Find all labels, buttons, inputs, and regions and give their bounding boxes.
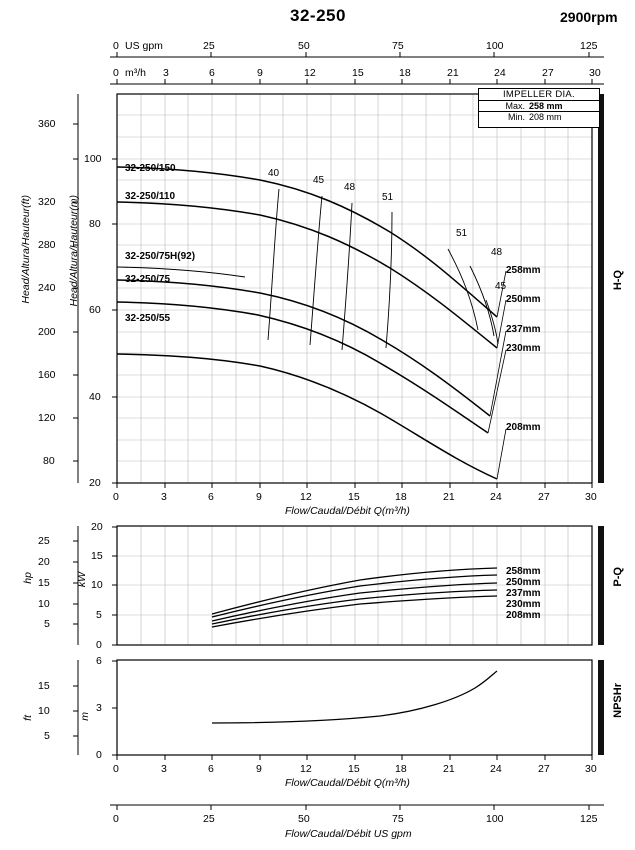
- kw-tick: 5: [96, 609, 102, 621]
- impeller-min-label: Min.: [507, 112, 525, 122]
- head-m-tick: 20: [89, 477, 101, 489]
- head-m-axis-label: Head/Altura/Hauteur(m): [68, 195, 80, 307]
- hq-x-tick: 15: [348, 491, 360, 503]
- model-label: 32-250/150: [125, 163, 176, 174]
- diameter-label-pq: 258mm: [506, 566, 541, 577]
- rpm-label: 2900rpm: [560, 9, 618, 25]
- top-usgpm-tick: 50: [298, 40, 310, 52]
- head-ft-tick: 320: [38, 196, 56, 208]
- model-label: 32-250/75H(92): [125, 251, 196, 262]
- diameter-label-pq: 250mm: [506, 577, 541, 588]
- npsh-x-axis-label: Flow/Caudal/Débit Q(m³/h): [285, 777, 410, 789]
- bottom-usgpm-tick: 100: [486, 813, 504, 825]
- panel-label-hq: H-Q: [612, 270, 624, 291]
- model-label: 32-250/55: [125, 313, 171, 324]
- hq-x-tick: 9: [256, 491, 262, 503]
- hp-tick: 25: [38, 535, 50, 547]
- head-ft-tick: 280: [38, 239, 56, 251]
- hq-x-axis-label: Flow/Caudal/Débit Q(m³/h): [285, 505, 410, 517]
- top-axis-unit-m3h: m³/h: [125, 67, 146, 79]
- head-ft-tick: 160: [38, 369, 56, 381]
- kw-tick: 20: [91, 521, 103, 533]
- npsh-m-tick: 6: [96, 655, 102, 667]
- top-m3h-tick: 6: [209, 67, 215, 79]
- head-m-tick: 80: [89, 218, 101, 230]
- top-usgpm-tick: 100: [486, 40, 504, 52]
- npsh-ft-tick: 10: [38, 705, 50, 717]
- efficiency-label: 45: [313, 175, 325, 186]
- impeller-max-value: 258 mm: [529, 101, 563, 111]
- head-m-tick: 60: [89, 304, 101, 316]
- diameter-label-pq: 237mm: [506, 588, 541, 599]
- head-ft-axis-label: Head/Altura/Hauteur(ft): [20, 195, 32, 304]
- npsh-m-tick: 0: [96, 749, 102, 761]
- diameter-label-pq: 230mm: [506, 599, 541, 610]
- kw-tick: 10: [91, 579, 103, 591]
- npsh-x-tick: 24: [490, 763, 502, 775]
- kw-tick: 0: [96, 639, 102, 651]
- bottom-usgpm-tick: 25: [203, 813, 215, 825]
- head-ft-tick: 360: [38, 118, 56, 130]
- diameter-label: 230mm: [506, 343, 541, 354]
- bottom-usgpm-tick: 0: [113, 813, 119, 825]
- efficiency-label: 51: [456, 228, 468, 239]
- head-ft-tick: 120: [38, 412, 56, 424]
- hq-x-tick: 24: [490, 491, 502, 503]
- top-m3h-tick: 30: [589, 67, 601, 79]
- bottom-usgpm-axis-label: Flow/Caudal/Débit US gpm: [285, 828, 412, 840]
- top-m3h-tick: 18: [399, 67, 411, 79]
- npsh-x-tick: 21: [443, 763, 455, 775]
- npsh-ft-tick: 5: [44, 730, 50, 742]
- npsh-x-tick: 15: [348, 763, 360, 775]
- diameter-label: 208mm: [506, 422, 541, 433]
- head-ft-tick: 200: [38, 326, 56, 338]
- hp-axis-label: hp: [22, 572, 34, 584]
- npsh-x-tick: 30: [585, 763, 597, 775]
- npsh-m-axis-label: m: [79, 712, 91, 721]
- npsh-ft-tick: 15: [38, 680, 50, 692]
- hq-x-tick: 6: [208, 491, 214, 503]
- kw-tick: 15: [91, 550, 103, 562]
- diameter-label-pq: 208mm: [506, 610, 541, 621]
- npsh-x-tick: 18: [395, 763, 407, 775]
- hq-x-tick: 30: [585, 491, 597, 503]
- npsh-x-tick: 27: [538, 763, 550, 775]
- top-usgpm-tick: 75: [392, 40, 404, 52]
- hq-x-tick: 12: [300, 491, 312, 503]
- head-m-tick: 40: [89, 391, 101, 403]
- impeller-dia-row-min: [479, 112, 599, 122]
- top-m3h-tick: 0: [113, 67, 119, 79]
- page-title: 32-250: [290, 6, 346, 25]
- efficiency-label: 48: [344, 182, 356, 193]
- hq-x-tick: 3: [161, 491, 167, 503]
- top-m3h-tick: 21: [447, 67, 459, 79]
- diameter-label: 258mm: [506, 265, 541, 276]
- panel-label-npsh: NPSHr: [612, 683, 624, 718]
- impeller-dia-box: [478, 88, 600, 128]
- hq-x-tick: 0: [113, 491, 119, 503]
- head-m-tick: 100: [84, 153, 102, 165]
- diameter-label: 250mm: [506, 294, 541, 305]
- top-axis-unit-usgpm: US gpm: [125, 40, 163, 52]
- efficiency-label: 48: [491, 247, 503, 258]
- model-label: 32-250/75: [125, 274, 171, 285]
- bottom-usgpm-tick: 50: [298, 813, 310, 825]
- head-ft-tick: 240: [38, 282, 56, 294]
- top-m3h-tick: 9: [257, 67, 263, 79]
- top-usgpm-tick: 125: [580, 40, 598, 52]
- npsh-m-tick: 3: [96, 702, 102, 714]
- impeller-min-value: 208 mm: [529, 112, 562, 122]
- hp-tick: 10: [38, 598, 50, 610]
- hp-tick: 20: [38, 556, 50, 568]
- efficiency-label: 45: [495, 281, 507, 292]
- top-usgpm-tick: 25: [203, 40, 215, 52]
- hq-x-tick: 21: [443, 491, 455, 503]
- efficiency-label: 51: [382, 192, 394, 203]
- hq-x-tick: 18: [395, 491, 407, 503]
- impeller-dia-row-max: [479, 101, 599, 112]
- npsh-x-tick: 12: [300, 763, 312, 775]
- diameter-label: 237mm: [506, 324, 541, 335]
- hp-tick: 5: [44, 618, 50, 630]
- npsh-x-tick: 0: [113, 763, 119, 775]
- top-m3h-tick: 12: [304, 67, 316, 79]
- kw-axis-label: kW: [76, 572, 88, 588]
- efficiency-label: 40: [268, 168, 280, 179]
- head-ft-tick: 80: [43, 455, 55, 467]
- model-label: 32-250/110: [125, 191, 176, 202]
- bottom-usgpm-tick: 75: [392, 813, 404, 825]
- top-m3h-tick: 3: [163, 67, 169, 79]
- hp-tick: 15: [38, 577, 50, 589]
- impeller-dia-title: IMPELLER DIA.: [479, 89, 599, 101]
- npsh-x-tick: 6: [208, 763, 214, 775]
- impeller-max-label: Max.: [505, 101, 525, 111]
- hq-x-tick: 27: [538, 491, 550, 503]
- npsh-x-tick: 3: [161, 763, 167, 775]
- panel-label-pq: P-Q: [612, 567, 624, 587]
- top-m3h-tick: 24: [494, 67, 506, 79]
- npsh-x-tick: 9: [256, 763, 262, 775]
- top-m3h-tick: 15: [352, 67, 364, 79]
- bottom-usgpm-tick: 125: [580, 813, 598, 825]
- top-m3h-tick: 27: [542, 67, 554, 79]
- top-usgpm-tick: 0: [113, 40, 119, 52]
- npsh-ft-axis-label: ft: [22, 715, 34, 721]
